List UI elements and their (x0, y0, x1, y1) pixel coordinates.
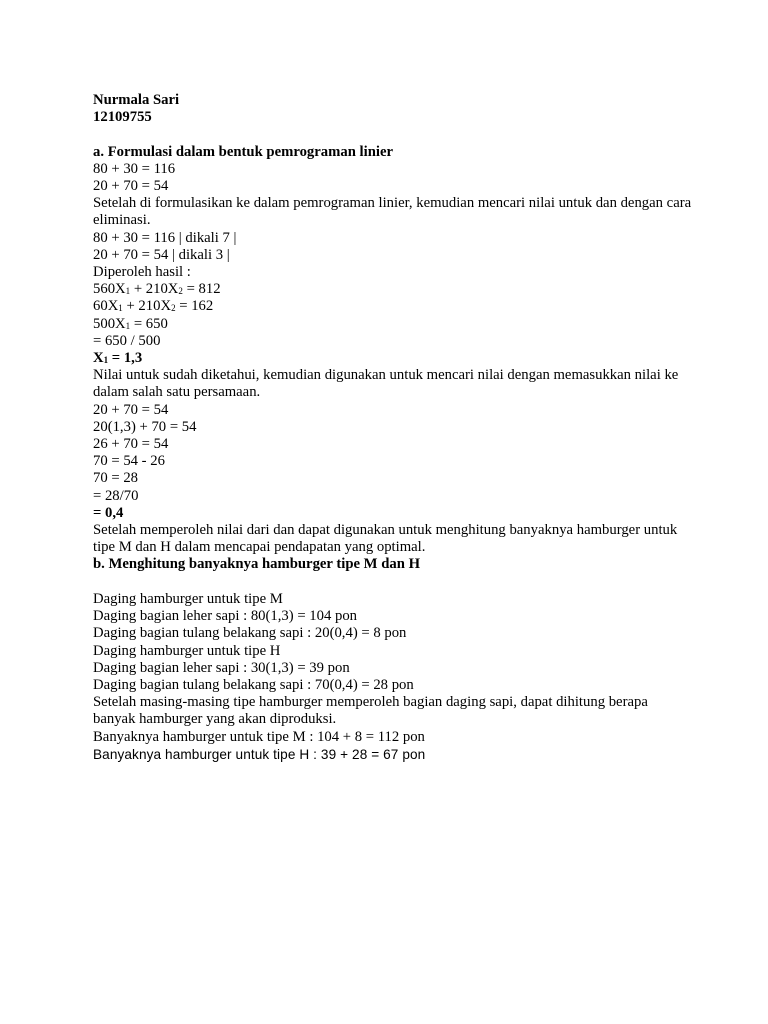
equation-2: 20 + 70 = 54 (93, 178, 169, 195)
type-h-back-meat: Daging bagian tulang belakang sapi : 70(0,4) = 28 pon (93, 676, 414, 693)
blank-line (93, 574, 693, 591)
substitution-step-1: 20 + 70 = 54 (93, 401, 169, 418)
elimination-2: 20 + 70 = 54 | dikali 3 | (93, 246, 230, 263)
total-type-h: Banyaknya hamburger untuk tipe H : 39 + 28 = 67 pon (93, 746, 426, 762)
paragraph-conclusion-a: Setelah memperoleh nilai dari dan dapat digunakan untuk menghitung banyaknya hamburger untuk tipe M dan H dalam mencapai pendapatan yang optimal. (93, 522, 678, 556)
substitution-step-4: 70 = 54 - 26 (93, 453, 165, 470)
section-b-heading: b. Menghitung banyaknya hamburger tipe M dan H (93, 556, 420, 573)
paragraph-production: Setelah masing-masing tipe hamburger memperoleh bagian daging sapi, dapat dihitung berapa banyak hamburger yang akan diproduksi. (93, 694, 648, 728)
substitution-step-5: 70 = 28 (93, 470, 139, 487)
x2-result: = 0,4 (93, 504, 124, 521)
substitution-step-2: 20(1,3) + 70 = 54 (93, 418, 197, 435)
paragraph-formulation: Setelah di formulasikan ke dalam pemrograman linier, kemudian mencari nilai untuk dan dengan cara eliminasi. (93, 195, 692, 229)
result-equation-4: = 650 / 500 (93, 332, 161, 349)
x1-result: $X_1 = 1,3$ (93, 350, 143, 367)
type-h-title: Daging hamburger untuk tipe H (93, 642, 281, 659)
substitution-step-3: 26 + 70 = 54 (93, 436, 169, 453)
section-a-heading: a. Formulasi dalam bentuk pemrograman linier (93, 143, 394, 160)
type-m-title: Daging hamburger untuk tipe M (93, 590, 283, 607)
author-name: Nurmala Sari (93, 92, 180, 108)
result-equation-3: $500X_1 = 650$ (93, 315, 168, 332)
paragraph-substitution: Nilai untuk sudah diketahui, kemudian digunakan untuk mencari nilai dengan memasukkan nilai ke dalam salah satu persamaan. (93, 367, 679, 401)
type-m-neck-meat: Daging bagian leher sapi : 80(1,3) = 104 pon (93, 608, 358, 625)
result-label: Diperoleh hasil : (93, 264, 191, 281)
document-page (93, 92, 693, 763)
type-m-back-meat: Daging bagian tulang belakang sapi : 20(0,4) = 8 pon (93, 625, 407, 642)
substitution-step-6: = 28/70 (93, 487, 139, 504)
elimination-1: 80 + 30 = 116 | dikali 7 | (93, 229, 237, 246)
equation-1: 80 + 30 = 116 (93, 160, 176, 177)
total-type-m: Banyaknya hamburger untuk tipe M : 104 + 8 = 112 pon (93, 728, 425, 745)
type-h-neck-meat: Daging bagian leher sapi : 30(1,3) = 39 pon (93, 659, 350, 676)
result-equation-1: $560X_1 + 210X_2 = 812$ (93, 281, 221, 298)
result-equation-2: $60X_1 + 210X_2 = 162$ (93, 298, 214, 315)
author-id: 12109755 (93, 109, 152, 126)
blank-line (93, 126, 693, 143)
